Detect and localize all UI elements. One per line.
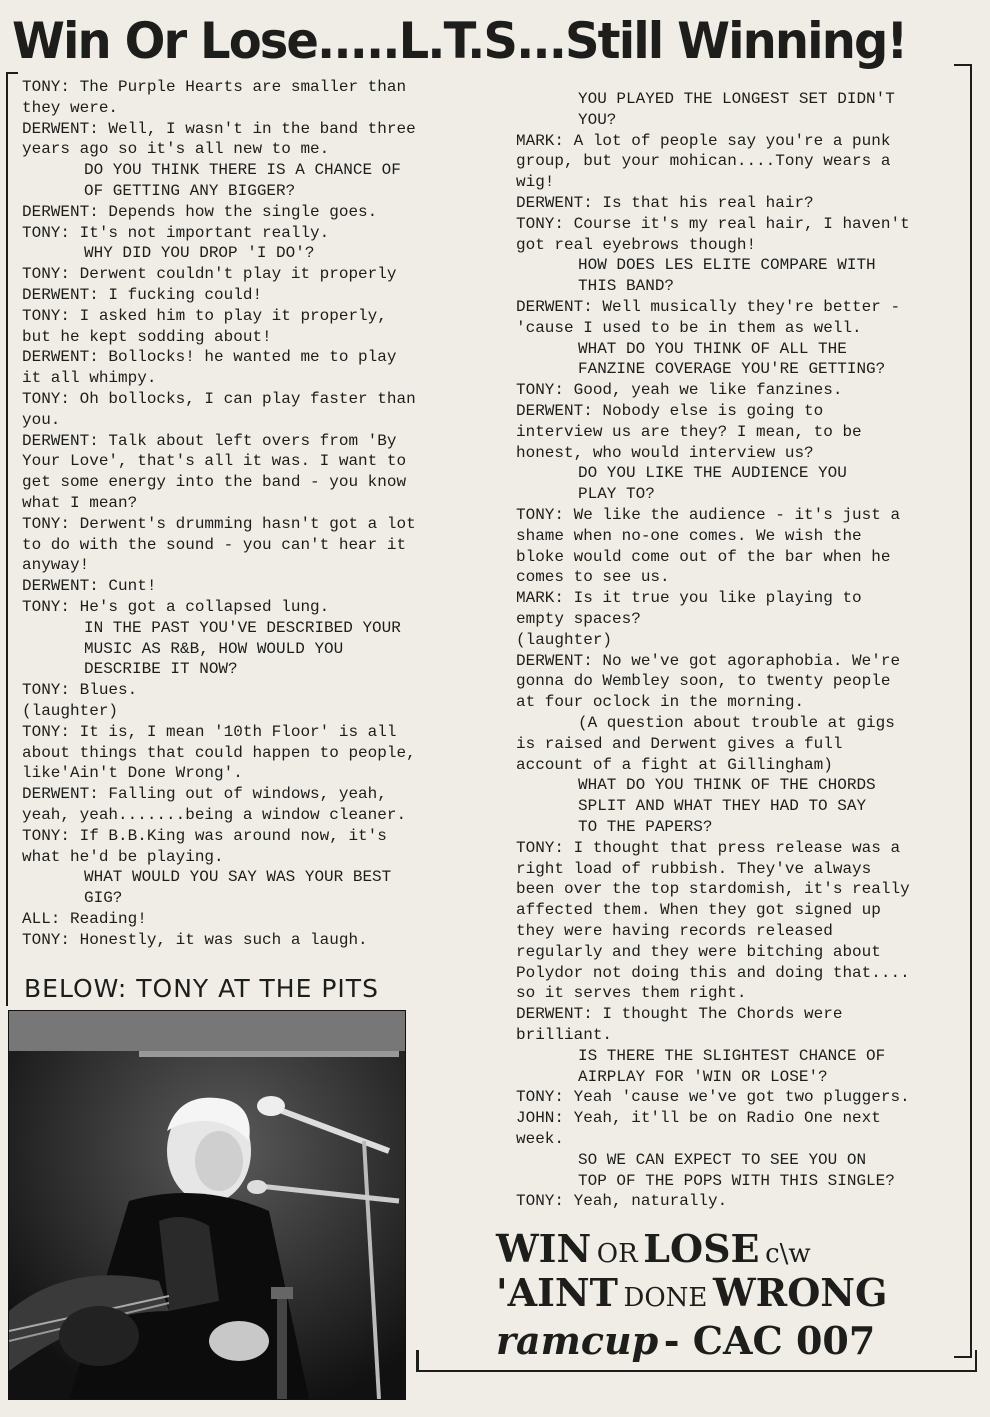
interview-answer-line: at four oclock in the morning. <box>516 693 805 712</box>
interview-answer-line: anyway! <box>22 556 90 575</box>
interview-answer-line: they were. <box>22 98 119 117</box>
interview-question-line: PLAY TO? <box>578 485 655 504</box>
interview-answer-line: TONY: Good, yeah we like fanzines. <box>516 381 843 400</box>
interview-answer-line: DERWENT: Talk about left overs from 'By <box>22 431 397 450</box>
photo-caption: BELOW: TONY AT THE PITS <box>24 974 379 1003</box>
interview-answer-line: TONY: I asked him to play it properly, <box>22 306 387 325</box>
interview-answer-line: ALL: Reading! <box>22 910 147 928</box>
interview-answer-line: but he kept sodding about! <box>22 327 272 346</box>
interview-question-line: YOU PLAYED THE LONGEST SET DIDN'T <box>578 90 895 108</box>
interview-answer-line: TONY: Oh bollocks, I can play faster than <box>22 390 416 408</box>
interview-answer-line: regularly and they were bitching about <box>516 942 881 961</box>
interview-answer-line: DERWENT: I fucking could! <box>22 286 263 304</box>
interview-question-line: (A question about trouble at gigs <box>578 714 895 732</box>
ad-aint: 'AINT <box>496 1270 618 1315</box>
interview-answer-line: yeah, yeah.......being a window cleaner. <box>22 806 407 824</box>
interview-answer-line: TONY: If B.B.King was around now, it's <box>22 826 387 845</box>
ad-win: WIN <box>496 1226 592 1271</box>
interview-answer-line: what I mean? <box>22 494 138 512</box>
ad-done: DONE <box>623 1283 708 1313</box>
ad-catalog: - CAC 007 <box>663 1318 876 1363</box>
interview-answer-line: DERWENT: Cunt! <box>22 577 157 596</box>
interview-answer-line: TONY: Blues. <box>22 681 138 700</box>
interview-question-line: HOW DOES LES ELITE COMPARE WITH <box>578 256 876 275</box>
interview-answer-line: DERWENT: Falling out of windows, yeah, <box>22 785 387 804</box>
interview-answer-line: DERWENT: Depends how the single goes. <box>22 202 378 221</box>
interview-answer-line: (laughter) <box>22 702 119 720</box>
page-title: Win Or Lose.....L.T.S...Still Winning! <box>12 12 907 70</box>
interview-question-line: YOU? <box>578 110 617 129</box>
interview-answer-line: years ago so it's all new to me. <box>22 140 330 159</box>
interview-answer-line: TONY: Yeah 'cause we've got two pluggers. <box>516 1088 910 1107</box>
interview-question-line: IS THERE THE SLIGHTEST CHANCE OF <box>578 1046 886 1065</box>
interview-answer-line: it all whimpy. <box>22 369 157 388</box>
interview-answer-line: account of a fight at Gillingham) <box>516 755 833 774</box>
interview-answer-line: DERWENT: Is that his real hair? <box>516 194 814 212</box>
interview-question-line: DO YOU LIKE THE AUDIENCE YOU <box>578 464 847 483</box>
interview-answer-line: you. <box>22 410 61 429</box>
interview-answer-line: affected them. When they got signed up <box>516 901 881 920</box>
interview-question-line: FANZINE COVERAGE YOU'RE GETTING? <box>578 360 886 379</box>
interview-answer-line: DERWENT: No we've got agoraphobia. We're <box>516 651 901 670</box>
interview-answer-line: DERWENT: Bollocks! he wanted me to play <box>22 348 397 367</box>
interview-answer-line: TONY: Course it's my real hair, I haven't <box>516 214 910 233</box>
interview-answer-line: TONY: Yeah, naturally. <box>516 1192 728 1211</box>
interview-answer-line: about things that could happen to people, <box>22 743 416 762</box>
interview-answer-line: JOHN: Yeah, it'll be on Radio One next <box>516 1109 881 1128</box>
interview-answer-line: TONY: He's got a collapsed lung. <box>22 598 330 616</box>
interview-answer-line: empty spaces? <box>516 610 641 628</box>
interview-answer-line: MARK: Is it true you like playing to <box>516 589 862 608</box>
interview-question-line: THIS BAND? <box>578 277 675 296</box>
ad-lose: LOSE <box>643 1226 760 1271</box>
ad-or: OR <box>596 1239 638 1269</box>
interview-answer-line: been over the top stardomish, it's really <box>516 880 910 899</box>
interview-question-line: WHAT DO YOU THINK OF THE CHORDS <box>578 776 876 795</box>
interview-answer-line: what he'd be playing. <box>22 847 224 866</box>
interview-answer-line: TONY: We like the audience - it's just a <box>516 506 901 524</box>
interview-answer-line: comes to see us. <box>516 568 670 587</box>
interview-answer-line: bloke would come out of the bar when he <box>516 547 891 566</box>
interview-answer-line: (laughter) <box>516 630 613 649</box>
interview-answer-line: TONY: Derwent's drumming hasn't got a lot <box>22 514 416 533</box>
interview-question-line: SO WE CAN EXPECT TO SEE YOU ON <box>578 1150 867 1169</box>
interview-answer-line: right load of rubbish. They've always <box>516 859 872 878</box>
interview-answer-line: TONY: The Purple Hearts are smaller than <box>22 78 407 96</box>
interview-answer-line: MARK: A lot of people say you're a punk <box>516 131 891 150</box>
interview-answer-line: week. <box>516 1130 565 1148</box>
interview-answer-line: brilliant. <box>516 1026 613 1044</box>
interview-answer-line: to do with the sound - you can't hear it <box>22 535 407 554</box>
interview-question-line: SPLIT AND WHAT THEY HAD TO SAY <box>578 797 867 816</box>
interview-answer-line: interview us are they? I mean, to be <box>516 422 862 441</box>
interview-answer-line: gonna do Wembley soon, to twenty people <box>516 672 891 691</box>
interview-answer-line: is raised and Derwent gives a full <box>516 734 843 753</box>
interview-answer-line: wig! <box>516 173 555 192</box>
interview-answer-line: like'Ain't Done Wrong'. <box>22 764 243 783</box>
interview-answer-line: so it serves them right. <box>516 984 747 1003</box>
interview-answer-line: DERWENT: Nobody else is going to <box>516 402 824 420</box>
left-column-frame <box>6 72 18 1006</box>
interview-answer-line: TONY: Honestly, it was such a laugh. <box>22 930 368 949</box>
interview-question-line: MUSIC AS R&B, HOW WOULD YOU <box>84 639 344 658</box>
interview-question-line: WHAT WOULD YOU SAY WAS YOUR BEST <box>84 868 392 887</box>
interview-answer-line: TONY: Derwent couldn't play it properly <box>22 265 397 284</box>
interview-question-line: DESCRIBE IT NOW? <box>84 660 238 679</box>
interview-answer-line: group, but your mohican....Tony wears a <box>516 152 891 171</box>
interview-answer-line: TONY: I thought that press release was a <box>516 838 901 857</box>
interview-answer-line: TONY: It's not important really. <box>22 223 330 242</box>
interview-answer-line: DERWENT: Well, I wasn't in the band three <box>22 119 416 138</box>
interview-answer-line: 'cause I used to be in them as well. <box>516 318 862 337</box>
interview-answer-line: got real eyebrows though! <box>516 235 757 254</box>
interview-question-line: WHAT DO YOU THINK OF ALL THE <box>578 339 847 358</box>
concert-photo <box>8 1010 406 1400</box>
interview-question-line: TOP OF THE POPS WITH THIS SINGLE? <box>578 1171 895 1190</box>
interview-answer-line: shame when no-one comes. We wish the <box>516 526 862 545</box>
interview-answer-line: they were having records released <box>516 922 833 940</box>
interview-question-line: AIRPLAY FOR 'WIN OR LOSE'? <box>578 1067 828 1086</box>
interview-question-line: IN THE PAST YOU'VE DESCRIBED YOUR <box>84 618 401 637</box>
interview-answer-line: Polydor not doing this and doing that.... <box>516 963 910 982</box>
right-column-frame <box>954 64 972 1358</box>
interview-answer-line: DERWENT: Well musically they're better - <box>516 298 901 316</box>
interview-question-line: OF GETTING ANY BIGGER? <box>84 182 296 200</box>
interview-answer-line: get some energy into the band - you know <box>22 473 407 492</box>
interview-question-line: TO THE PAPERS? <box>578 818 713 836</box>
interview-answer-line: TONY: It is, I mean '10th Floor' is all <box>22 722 397 741</box>
interview-answer-line: DERWENT: I thought The Chords were <box>516 1005 843 1024</box>
interview-question-line: WHY DID YOU DROP 'I DO'? <box>84 244 315 263</box>
interview-answer-line: Your Love', that's all it was. I want to <box>22 452 407 471</box>
ad-wrong: WRONG <box>712 1270 888 1315</box>
ad-label-logo: ramcup <box>496 1318 659 1363</box>
ad-cw: c\w <box>765 1239 811 1269</box>
interview-question-line: GIG? <box>84 889 123 908</box>
interview-question-line: DO YOU THINK THERE IS A CHANCE OF <box>84 161 401 180</box>
interview-answer-line: honest, who would interview us? <box>516 443 814 462</box>
